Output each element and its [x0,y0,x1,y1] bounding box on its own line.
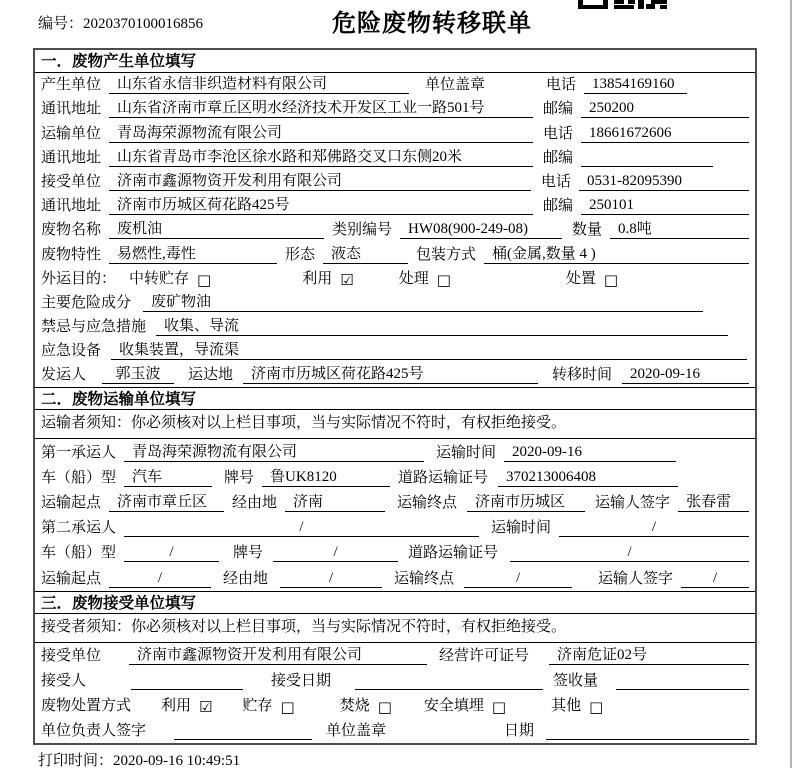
receiver-label: 接受单位 [41,173,102,190]
section1-heading: 一．废物产生单位填写 [35,50,755,73]
zip-label: 邮编 [542,149,573,166]
route-start-value: / [109,570,211,588]
waste-trait-value: 易燃性,毒性 [109,246,277,264]
phone-label: 电话 [542,125,573,142]
doc-number [38,12,203,33]
doc-number-label: 编号： [38,16,84,32]
quantity-value: 0.8吨 [610,221,749,239]
waste-name-label: 废物名称 [41,222,102,239]
carrier-sign-label: 运输人签字 [595,495,671,511]
first-carrier-label: 第一承运人 [41,444,117,461]
plate-value: / [273,544,398,562]
row-shipper [35,363,755,387]
destination-value: 济南市历城区荷花路425号 [243,366,538,384]
purpose-option-label: 处置 [565,270,596,287]
packing-label: 包装方式 [416,246,477,263]
road-permit-label: 道路运输证号 [398,469,489,486]
vehicle-type-label: 车（船）型 [41,545,117,562]
transport-time-value: 2020-09-16 [504,444,676,462]
packing-value: 桶(金属,数量 4 ) [484,246,749,264]
row-producer [35,73,755,97]
checkbox-unchecked-icon: □ [491,698,507,717]
checkbox-unchecked-icon: □ [377,698,392,717]
vehicle-type-value: / [124,544,219,562]
first-carrier-value: 青岛海荣源物流有限公司 [124,444,424,462]
row-waste-name [35,218,755,242]
acceptor-value [131,673,243,690]
accept-date-value [355,673,543,690]
print-time-label: 打印时间： [38,753,114,768]
plate-value: 鲁UK8120 [262,469,390,487]
checkbox-unchecked-icon: □ [589,698,604,717]
purpose-label: 外运目的： [41,270,117,287]
route-start-label: 运输起点 [41,495,102,511]
shipper-label: 发运人 [41,367,87,384]
transport-time-value: / [559,519,749,537]
transporter-zip [581,150,713,167]
checkbox-unchecked-icon: □ [436,270,451,289]
route-end-label: 运输终点 [397,495,458,511]
receiver-value: 济南市鑫源物资开发利用有限公司 [109,173,531,191]
license-label: 经营许可证号 [439,647,530,664]
receiver-zip: 250101 [581,197,749,215]
disposal-option-label: 利用 [161,698,192,715]
disposal-option-label: 贮存 [242,698,273,715]
row-responsible-sign [35,718,755,743]
row-vehicle1 [35,465,755,490]
license-value: 济南危证02号 [549,647,749,665]
unit-seal-label: 单位盖章 [425,77,486,94]
address-label: 通讯地址 [41,149,102,166]
waste-trait-label: 废物特性 [41,246,102,263]
transporter-value: 青岛海荣源物流有限公司 [109,125,533,143]
road-permit-label: 道路运输证号 [408,545,499,562]
page-title: 危险废物转移联单 [332,10,532,37]
main-hazard-value: 废矿物油 [143,294,703,312]
route-start-value: 济南市章丘区 [109,494,224,512]
checkbox-checked-icon: ☑ [340,270,354,289]
route-start-label: 运输起点 [41,570,102,587]
zip-label: 邮编 [542,101,573,118]
waste-code-label: 类别编号 [332,222,393,239]
form-state-value: 液态 [323,246,408,264]
accept-unit-label: 接受单位 [41,647,102,664]
phone-label: 电话 [545,77,576,94]
row-transfer-purpose [35,267,755,291]
doc-number-value: 2020370100016856 [83,16,204,32]
row-waste-trait [35,242,755,266]
producer-zip: 250200 [581,100,749,118]
route-via-label: 经由地 [223,570,269,587]
route-via-value: 济南 [285,494,385,512]
transporter-phone: 18661672606 [581,125,749,143]
row-taboo-measures [35,315,755,339]
producer-label: 产生单位 [41,77,102,94]
qr-code-partial-icon [578,0,668,9]
second-carrier-value: / [124,519,479,537]
address-label: 通讯地址 [41,101,102,118]
row-transporter [35,121,755,145]
responsible-sign-label: 单位负责人签字 [41,723,147,740]
disposal-label: 废物处置方式 [41,698,132,715]
plate-label: 牌号 [233,545,264,562]
vehicle-type-label: 车（船）型 [41,469,117,486]
route-end-label: 运输终点 [394,570,455,587]
purpose-option-label: 中转贮存 [129,270,190,287]
form-state-label: 形态 [285,246,316,263]
row-acceptor [35,668,755,693]
acceptor-label: 接受人 [41,672,87,689]
producer-value: 山东省永信非织造材料有限公司 [109,76,409,94]
transfer-time-label: 转移时间 [552,367,613,384]
route-via-label: 经由地 [232,495,278,511]
destination-label: 运达地 [188,367,234,384]
page-edge-line [790,0,792,768]
taboo-value: 收集、导流 [156,318,728,336]
producer-address: 山东省济南市章丘区明水经济技术开发区工业一路501号 [109,100,533,118]
address-label: 通讯地址 [41,198,102,215]
route-end-value: / [464,570,572,588]
receiver-address: 济南市历城区荷花路425号 [109,197,533,215]
row-receiver-address [35,194,755,218]
date-label: 日期 [504,723,535,740]
checkbox-unchecked-icon: □ [280,698,295,717]
quantity-label: 数量 [572,222,603,239]
row-disposal-method [35,693,755,718]
transport-time-label: 运输时间 [436,444,497,461]
transporter-label: 运输单位 [41,125,102,142]
waste-code-value: HW08(900-249-08) [400,221,562,239]
checkbox-unchecked-icon: □ [603,270,619,289]
carrier-sign-value: 张春雷 [678,494,749,512]
transporter-notice: 运输者须知：你必须核对以上栏目事项，当与实际情况不符时，有权拒绝接受。 [35,410,755,439]
row-route1 [35,490,755,515]
responsible-sign-value [174,723,312,740]
waste-name-value: 废机油 [109,221,324,239]
received-qty-value [616,673,749,690]
row-main-hazard [35,291,755,315]
checkbox-unchecked-icon: □ [197,270,212,289]
second-carrier-label: 第二承运人 [41,520,117,537]
purpose-option-label: 处理 [398,270,429,287]
disposal-option-label: 焚烧 [339,698,370,715]
shipper-value: 郭玉波 [102,366,174,384]
date-value [546,723,749,740]
section3-heading: 三．废物接受单位填写 [35,591,755,614]
main-hazard-label: 主要危险成分 [41,294,132,311]
route-end-value: 济南市历城区 [467,494,585,512]
equipment-label: 应急设备 [41,343,102,360]
print-time-value: 2020-09-16 10:49:51 [113,753,241,768]
accept-unit-value: 济南市鑫源物资开发利用有限公司 [129,647,427,665]
unit-seal-label: 单位盖章 [326,723,387,740]
row-second-carrier [35,515,755,540]
receiver-notice: 接受者须知：你必须核对以上栏目事项，当与实际情况不符时，有权拒绝接受。 [35,614,755,643]
phone-label: 电话 [540,173,571,190]
row-producer-address [35,97,755,121]
row-route2 [35,565,755,590]
plate-label: 牌号 [224,469,255,486]
carrier-sign-label: 运输人签字 [598,570,674,587]
row-receiver [35,170,755,194]
road-permit-value: / [510,544,749,562]
purpose-option-label: 利用 [302,270,333,287]
route-via-value: / [280,570,382,588]
zip-label: 邮编 [542,198,573,215]
taboo-label: 禁忌与应急措施 [41,319,147,336]
carrier-sign-value: / [681,570,749,588]
equipment-value: 收集装置，导流渠 [111,342,747,360]
print-time [38,749,240,768]
checkbox-checked-icon: ☑ [199,698,213,717]
row-emergency-equipment [35,339,755,363]
accept-date-label: 接受日期 [271,672,332,689]
transfer-time-value: 2020-09-16 [622,366,749,384]
received-qty-label: 签收量 [553,672,599,689]
row-first-carrier [35,439,755,464]
row-vehicle2 [35,540,755,565]
transport-time-label: 运输时间 [491,520,552,537]
section2-heading: 二．废物运输单位填写 [35,387,755,410]
manifest-form [33,48,757,745]
producer-phone: 13854169160 [584,76,687,94]
receiver-phone: 0531-82095390 [579,173,749,191]
row-accept-unit [35,643,755,668]
disposal-option-label: 安全填埋 [423,698,484,715]
vehicle-type-value: 汽车 [124,469,212,487]
disposal-option-label: 其他 [551,698,582,715]
road-permit-value: 370213006408 [498,469,678,487]
transporter-address: 山东省青岛市李沧区徐水路和郑佛路交叉口东侧20米 [109,149,533,167]
row-transporter-address [35,146,755,170]
